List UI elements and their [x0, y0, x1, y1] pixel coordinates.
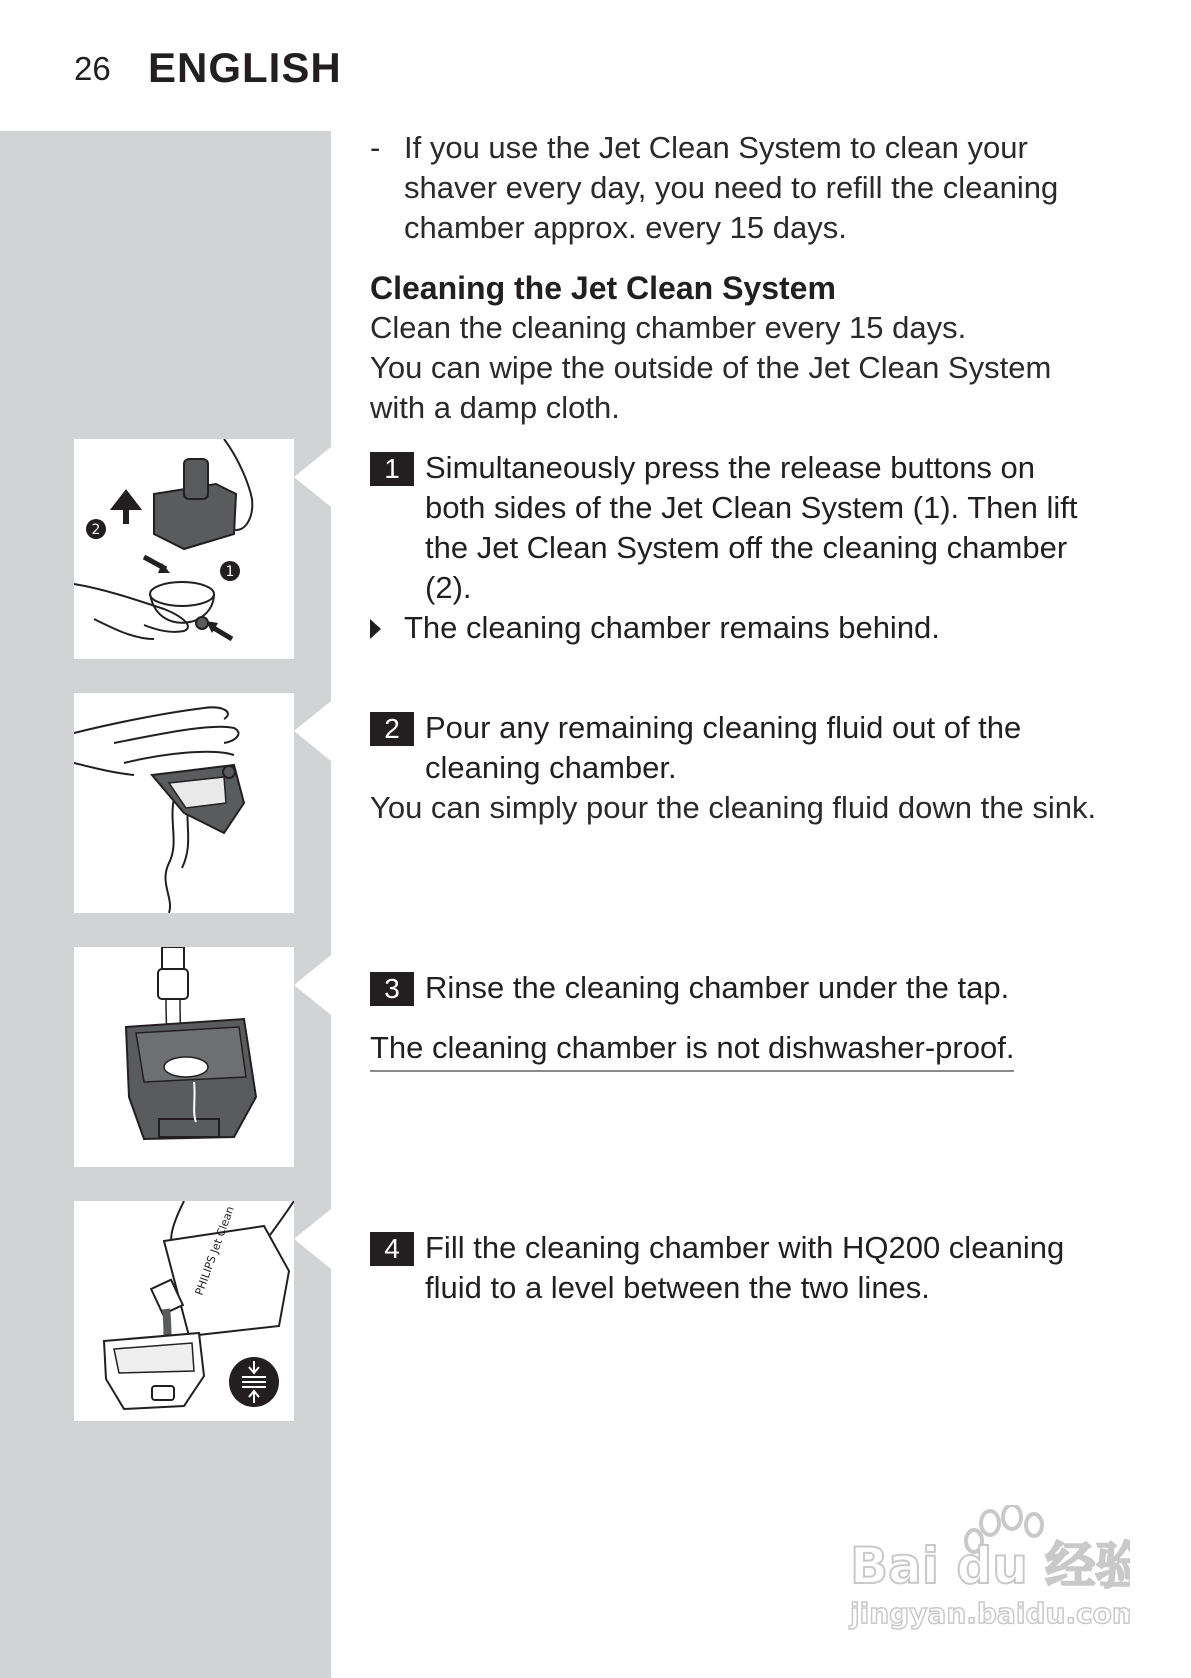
section-title: Cleaning the Jet Clean System	[370, 270, 836, 306]
step-number: 1	[370, 452, 414, 486]
intro-line-1: If you use the Jet Clean System to clean your	[404, 130, 1028, 165]
intro-line-2: shaver every day, you need to refill the cleaning	[404, 170, 1059, 205]
step-1-result	[370, 608, 940, 648]
step-1-result-text: The cleaning chamber remains behind.	[404, 610, 940, 645]
step-2-line-2: cleaning chamber.	[425, 750, 677, 785]
bottle-label: PHILIPS Jet Clean	[192, 1204, 237, 1298]
figure-rinse-tap	[74, 947, 294, 1167]
callout-2: 2	[91, 522, 101, 538]
watermark-brand: Bai du 经验	[850, 1537, 1130, 1595]
figure-fill-fluid	[74, 1201, 294, 1421]
section-line-2: You can wipe the outside of the Jet Clean System	[370, 350, 1052, 385]
figure-pointer-4	[294, 1209, 331, 1269]
language-heading: ENGLISH	[148, 44, 342, 91]
step-1	[370, 448, 1077, 608]
step-3	[370, 968, 1009, 1008]
step-4-line-1: Fill the cleaning chamber with HQ200 cleaning	[425, 1230, 1065, 1265]
step-2	[370, 708, 1021, 788]
section-line-3: with a damp cloth.	[370, 390, 620, 425]
intro-bullet	[370, 128, 1191, 248]
watermark-url: jingyan.baidu.com	[850, 1597, 1130, 1630]
baidu-watermark	[840, 1505, 1130, 1635]
step-1-line-1: Simultaneously press the release buttons on	[425, 450, 1036, 485]
figure-pointer-3	[294, 955, 331, 1015]
section-line-1: Clean the cleaning chamber every 15 days.	[370, 310, 967, 345]
step-2-note: You can simply pour the cleaning fluid down the sink.	[370, 790, 1097, 825]
result-marker	[370, 619, 381, 639]
step-3-line-1: Rinse the cleaning chamber under the tap.	[425, 970, 1010, 1005]
step-3-note: The cleaning chamber is not dishwasher-proof.	[370, 1028, 1014, 1072]
callout-1: 1	[225, 564, 235, 580]
step-number: 3	[370, 972, 414, 1006]
step-4	[370, 1228, 1064, 1308]
intro-line-3: chamber approx. every 15 days.	[404, 210, 847, 245]
step-1-line-4: (2).	[425, 570, 472, 605]
figure-pointer-1	[294, 447, 331, 507]
section-block	[370, 268, 1051, 428]
page-number: 26	[74, 50, 111, 87]
step-number: 4	[370, 1232, 414, 1266]
step-3-note-block	[370, 1028, 1014, 1072]
figure-pour-fluid	[74, 693, 294, 913]
dash-marker: -	[370, 130, 381, 165]
step-number: 2	[370, 712, 414, 746]
step-1-line-2: both sides of the Jet Clean System (1). Then lift	[425, 490, 1078, 525]
figure-pointer-2	[294, 701, 331, 761]
step-1-line-3: the Jet Clean System off the cleaning chamber	[425, 530, 1068, 565]
step-2-line-1: Pour any remaining cleaning fluid out of the	[425, 710, 1022, 745]
step-4-line-2: fluid to a level between the two lines.	[425, 1270, 930, 1305]
figure-release-buttons	[74, 439, 294, 659]
